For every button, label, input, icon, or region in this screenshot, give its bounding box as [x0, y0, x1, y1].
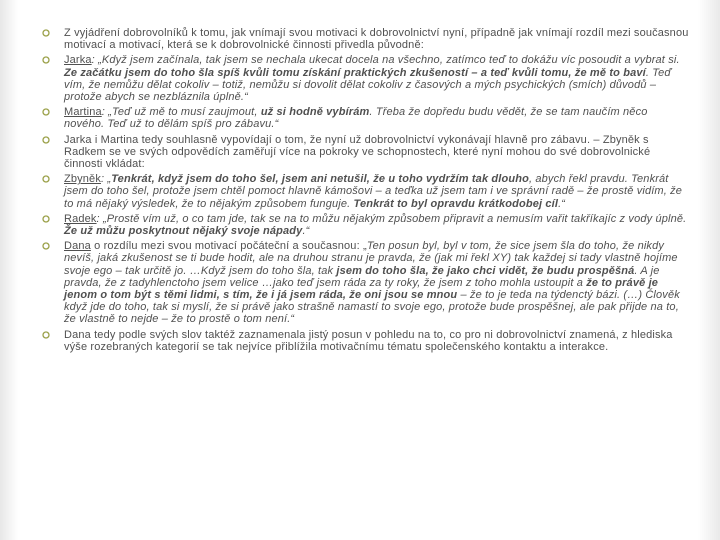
slide-left-edge [0, 0, 18, 540]
quote-text: – že to je teda na týdenctý bázi. (…) Člověk když jde do toho, tak si myslí, že si právě jako strašně namastí to svoje ego, protože bude prospěšnej, ale pak přijde na to, že vlastně to nejde – že to prostě o tom není.“ [64, 289, 680, 326]
ring-bullet-icon [42, 56, 50, 64]
emphasis-text: už si hodně vybírám [260, 106, 370, 119]
bullet-paragraph [40, 173, 690, 210]
quote-text: . Teď vím, že nemůžu dělat cokoliv – totiž, nemůžu si dovolit dělat cokoliv z časových a mých psychických (smích) důvodů – protože abych se nezbláznila úplně.“ [64, 66, 672, 104]
speaker-name: Zbyněk [64, 173, 101, 186]
speaker-name: Martina [64, 106, 102, 119]
speaker-name: Jarka [64, 54, 92, 67]
quote-text: .“ [302, 225, 310, 238]
bullet-paragraph [40, 329, 690, 353]
speaker-name: Dana [64, 240, 91, 253]
quote-text: : „Když jsem začínala, tak jsem se nechala ukecat docela na všechno, zatímco teď to dokážu víc posoudit a vybrat si. [91, 54, 680, 67]
emphasis-text: Tenkrát, když jsem do toho šel, jsem ani netušil, že u toho vydržím tak dlouho [111, 173, 529, 186]
ring-bullet-icon [42, 331, 50, 339]
slide-right-edge [698, 0, 720, 540]
quote-text: , abych řekl pravdu. Tenkrát jsem do toho šel, protože jsem chtěl pomoct hlavně kámošovi – a teďka už jsem tam i ve správní radě – že prostě vidím, že to má nějaký výsledek, že to nějakým způsobem funguje. [64, 173, 683, 210]
quote-text: . A je pravda, že z tadyhlenctoho jsem velice …jako teď jsem ráda za ty roky, že jsem z toho mohla ustoupit a [64, 264, 660, 289]
body-text: Jarka i Martina tedy souhlasně vypovídají o tom, že nyní už dobrovolnictví vykonávají hlavně pro zábavu. – Zbyněk s Radkem se ve svých odpovědích zaměřují více na pokroky ve schopnostech, které nyní mohou do své dobrovolnické činnosti vkládat: [64, 133, 651, 171]
ring-bullet-icon [42, 108, 50, 116]
body-text: Dana tedy podle svých slov taktéž zaznamenala jistý posun v pohledu na to, co pro ni dobrovolnictví znamená, z hlediska výše rozebraných kategorií se tak nejvíce přiblížila motivačnímu tématu společenského kontaktu a interakce. [64, 328, 673, 353]
bullet-paragraph [40, 134, 690, 171]
quote-text: Ten posun byl, byl v tom, že sice jsem šla do toho, že nikdy nevíš, jaká zkušenost se ti bude hodit, ale na druhou stranu je pravda, že (jak mi řekl XY) tak každej si tady vlastně hojíme svoje ego – tak určitě jo. …Když jsem do toho šla, tak [64, 240, 678, 277]
speaker-name: Radek [64, 212, 97, 225]
body-text: Z vyjádření dobrovolníků k tomu, jak vnímají svou motivaci k dobrovolnictví nyní, případně jak vnímají rozdíl mezi současnou motivací a motivací, která se k dobrovolnické činnosti přivedla původně: [64, 27, 689, 52]
bullet-paragraph [40, 27, 690, 51]
ring-bullet-icon [42, 29, 50, 37]
quote-text: : „Teď už mě to musí zaujmout, [101, 106, 261, 119]
ring-bullet-icon [42, 215, 50, 223]
bullet-paragraph [40, 213, 690, 237]
emphasis-text: Tenkrát to byl opravdu krátkodobej cíl [353, 197, 559, 210]
bullet-paragraph [40, 106, 690, 130]
emphasis-text: jsem do toho šla, že jako chci vidět, že budu prospěšná [336, 264, 635, 277]
ring-bullet-icon [42, 175, 50, 183]
quote-text: : „ [100, 173, 112, 186]
quote-text: .“ [558, 197, 566, 210]
body-text: o rozdílu mezi svou motivací počáteční a současnou: „ [90, 240, 367, 253]
emphasis-text: Ze začátku jsem do toho šla spíš kvůli tomu získání praktických zkušeností – a teď kvůli tomu, že mě to baví [64, 66, 646, 79]
quote-text: . Třeba že dopředu budu vědět, že se tam naučím něco nového. Teď už to dělám spíš pro zábavu.“ [64, 106, 648, 131]
bullet-paragraph [40, 54, 690, 103]
emphasis-text: že to právě je jenom o tom být s těmi lidmi, s tím, že i já jsem ráda, že oni jsou se mnou [64, 276, 659, 302]
ring-bullet-icon [42, 136, 50, 144]
ring-bullet-icon [42, 242, 50, 250]
emphasis-text: Že už můžu poskytnout nějaký svoje nápady [64, 225, 303, 238]
quote-text: : „Prostě vím už, o co tam jde, tak se na to můžu nějakým způsobem připravit a nemusím vařit takříkajíc z vody úplně. [96, 212, 687, 225]
text-body [40, 27, 690, 356]
bullet-paragraph [40, 240, 690, 325]
